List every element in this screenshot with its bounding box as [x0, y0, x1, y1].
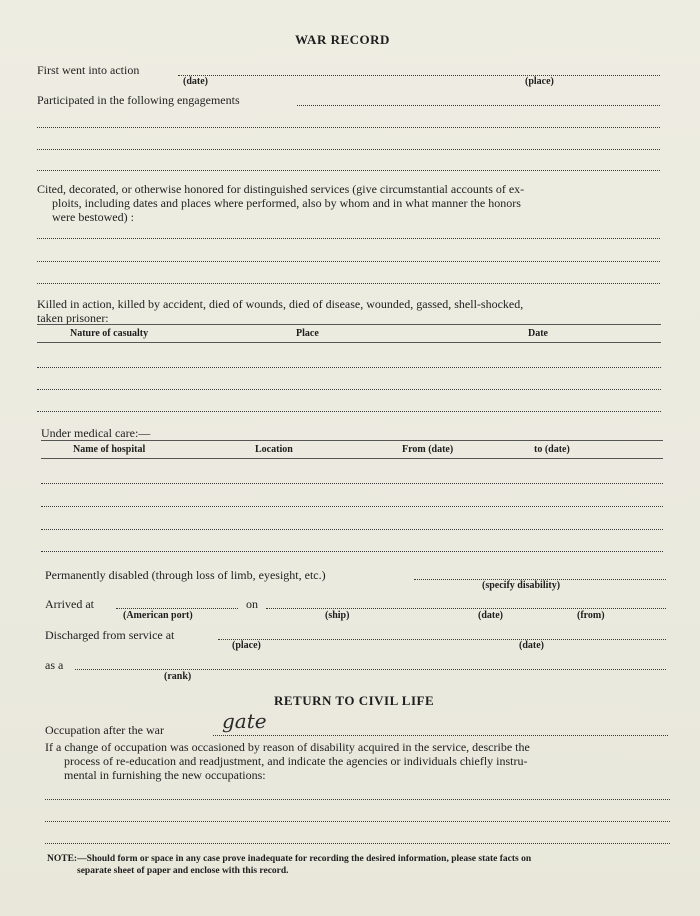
discharged-place-sublabel: (place)	[232, 640, 261, 651]
col-nature-of-casualty: Nature of casualty	[70, 328, 149, 339]
disabled-label: Permanently disabled (through loss of limb, eyesight, etc.)	[45, 568, 326, 582]
col-place: Place	[296, 328, 319, 339]
occupation-label: Occupation after the war	[45, 723, 164, 737]
specify-disability-sublabel: (specify disability)	[482, 580, 561, 591]
cited-line-2: ploits, including dates and places where performed, also by whom and in what manner the honors	[52, 196, 521, 210]
change-line-c[interactable]	[45, 843, 670, 844]
cited-paragraph	[37, 182, 661, 224]
american-port-sublabel: (American port)	[123, 610, 193, 621]
from-sublabel: (from)	[577, 610, 605, 621]
occupation-handwritten-value: gate	[222, 709, 267, 733]
date-sublabel: (date)	[183, 76, 208, 87]
form-title: WAR RECORD	[295, 32, 390, 47]
on-label: on	[246, 597, 258, 611]
casualty-header-top-rule	[37, 324, 661, 325]
change-line-1: If a change of occupation was occasioned by reason of disability acquired in the service, describe the	[45, 740, 530, 754]
engagements-line-2[interactable]	[37, 127, 660, 128]
casualty-header-bottom-rule	[37, 342, 661, 343]
arrived-date-sublabel: (date)	[478, 610, 503, 621]
casualty-row-1[interactable]	[37, 367, 661, 368]
american-port-line[interactable]	[116, 608, 238, 609]
change-line-3: mental in furnishing the new occupations:	[64, 768, 266, 782]
cited-line-1: Cited, decorated, or otherwise honored for distinguished services (give circumstantial accounts of ex-	[37, 182, 525, 196]
arrived-details-line[interactable]	[266, 608, 666, 609]
cited-line-c[interactable]	[37, 283, 660, 284]
casualty-line-2: taken prisoner:	[37, 311, 109, 325]
discharged-line[interactable]	[218, 639, 666, 640]
medical-row-4[interactable]	[41, 551, 663, 552]
rank-line[interactable]	[75, 669, 666, 670]
footer-note	[47, 854, 673, 877]
rank-sublabel: (rank)	[164, 671, 192, 682]
cited-line-a[interactable]	[37, 238, 660, 239]
change-line-a[interactable]	[45, 799, 670, 800]
engagements-line-4[interactable]	[37, 170, 660, 171]
medical-row-3[interactable]	[41, 529, 663, 530]
casualty-line-1: Killed in action, killed by accident, died of wounds, died of disease, wounded, gassed, shell-shocked,	[37, 297, 524, 311]
occupation-line[interactable]	[213, 735, 668, 736]
cited-line-3: were bestowed) :	[52, 210, 134, 224]
note-line-2: separate sheet of paper and enclose with this record.	[77, 865, 289, 876]
ship-sublabel: (ship)	[325, 610, 350, 621]
engagements-line-1[interactable]	[297, 105, 660, 106]
arrived-at-label: Arrived at	[45, 597, 94, 611]
change-line-b[interactable]	[45, 821, 670, 822]
discharged-label: Discharged from service at	[45, 628, 175, 642]
medical-header-bottom-rule	[41, 458, 663, 459]
casualty-paragraph	[37, 297, 661, 325]
engagements-label: Participated in the following engagements	[37, 93, 240, 107]
as-a-label: as a	[45, 658, 64, 672]
casualty-row-2[interactable]	[37, 389, 661, 390]
medical-row-2[interactable]	[41, 506, 663, 507]
change-line-2: process of re-education and readjustment, and indicate the agencies or individuals chiefly instru-	[64, 754, 528, 768]
col-from-date: From (date)	[402, 444, 454, 455]
col-location: Location	[255, 444, 293, 455]
casualty-row-3[interactable]	[37, 411, 661, 412]
col-to-date: to (date)	[534, 444, 570, 455]
medical-header-top-rule	[41, 440, 663, 441]
section-title-civil-life: RETURN TO CIVIL LIFE	[274, 693, 435, 708]
note-line-1: NOTE:—Should form or space in any case prove inadequate for recording the desired information, please state facts on	[47, 854, 532, 864]
medical-care-label: Under medical care:—	[41, 426, 151, 440]
first-action-line[interactable]	[178, 75, 660, 76]
col-name-of-hospital: Name of hospital	[73, 444, 146, 455]
first-action-label: First went into action	[37, 63, 140, 77]
discharged-date-sublabel: (date)	[519, 640, 544, 651]
change-paragraph	[45, 740, 669, 782]
place-sublabel: (place)	[525, 76, 554, 87]
engagements-line-3[interactable]	[37, 149, 660, 150]
medical-row-1[interactable]	[41, 483, 663, 484]
cited-line-b[interactable]	[37, 261, 660, 262]
col-date: Date	[528, 328, 548, 339]
